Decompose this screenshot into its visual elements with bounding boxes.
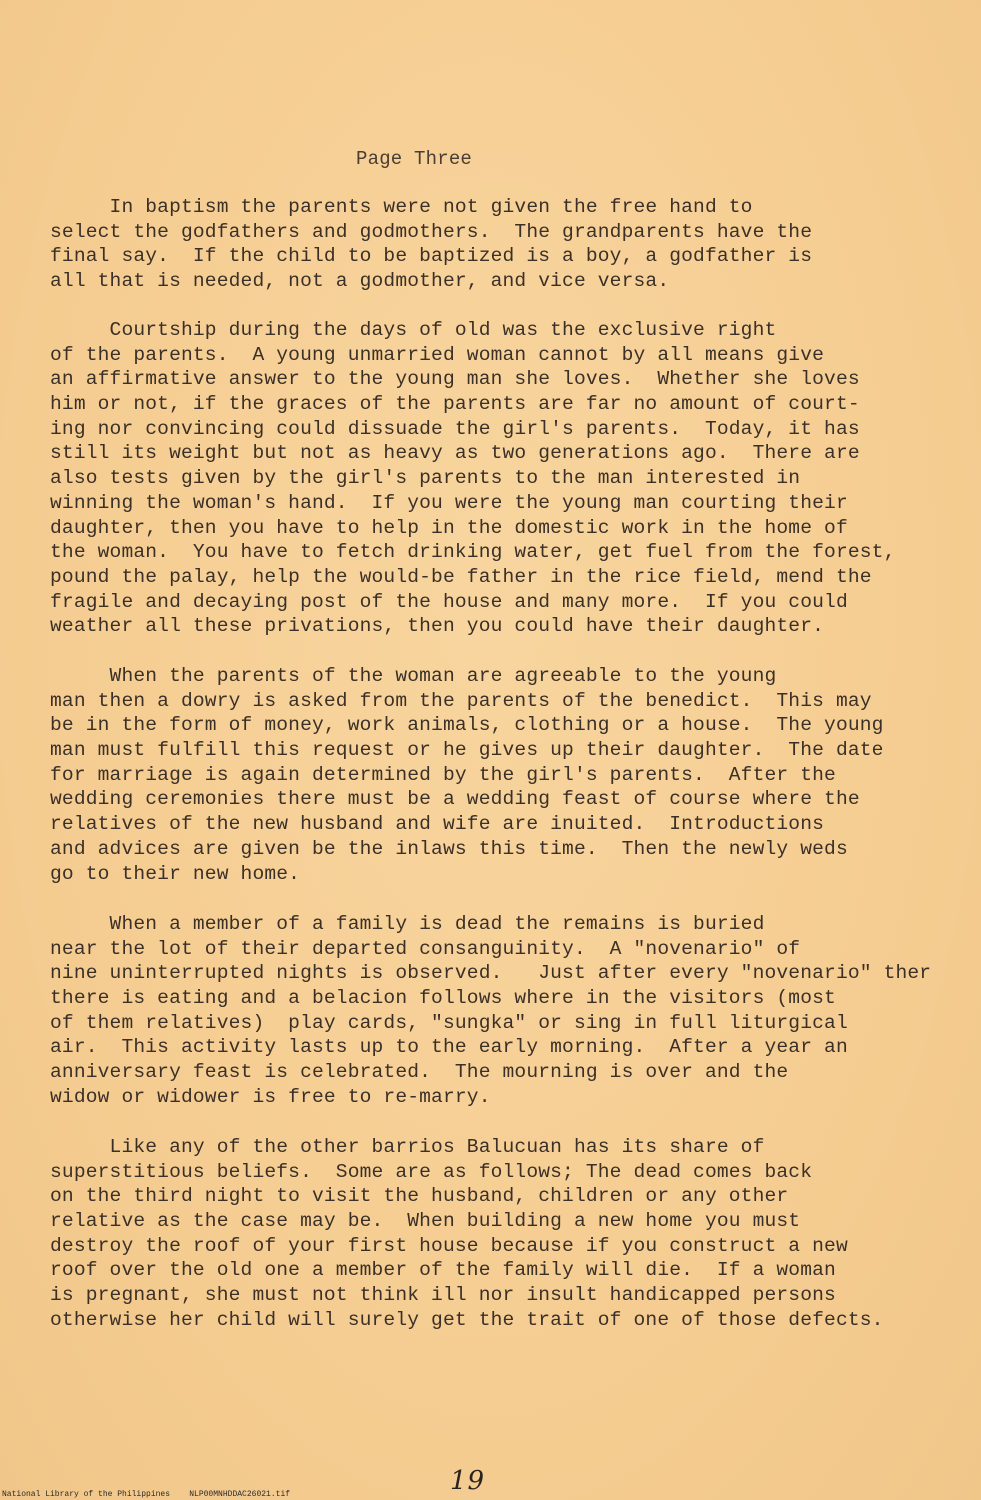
text-line: him or not, if the graces of the parents are far no amount of court- — [50, 393, 860, 416]
text-line: be in the form of money, work animals, clothing or a house. The young — [50, 714, 884, 737]
paragraph-courtship — [50, 318, 970, 639]
text-line: otherwise her child will surely get the trait of one of those defects. — [50, 1308, 884, 1331]
text-line: anniversary feast is celebrated. The mourning is over and the — [50, 1061, 789, 1084]
text-line: When the parents of the woman are agreeable to the young — [50, 665, 777, 687]
text-line: man must fulfill this request or he gives up their daughter. The date — [50, 739, 884, 762]
text-line: and advices are given be the inlaws this time. Then the newly weds — [50, 837, 848, 860]
text-line: air. This activity lasts up to the early morning. After a year an — [50, 1036, 848, 1059]
paragraph-baptism — [50, 195, 970, 294]
paragraph-dowry — [50, 664, 970, 886]
text-line: Like any of the other barrios Balucuan has its share of — [50, 1136, 765, 1158]
text-line: also tests given by the girl's parents to the man interested in — [50, 467, 801, 490]
text-line: on the third night to visit the husband, children or any other — [50, 1185, 789, 1208]
text-line: near the lot of their departed consanguinity. A "novenario" of — [50, 937, 801, 960]
text-line: for marriage is again determined by the girl's parents. After the — [50, 763, 836, 786]
page-number: 19 — [450, 1466, 486, 1496]
text-line: superstitious beliefs. Some are as follows; The dead comes back — [50, 1160, 813, 1183]
text-line: relative as the case may be. When building a new home you must — [50, 1210, 801, 1233]
text-line: When a member of a family is dead the remains is buried — [50, 913, 765, 935]
text-line: ing nor convincing could dissuade the girl's parents. Today, it has — [50, 417, 860, 440]
text-line: all that is needed, not a godmother, and vice versa. — [50, 270, 670, 293]
paragraph-superstitions — [50, 1135, 970, 1333]
text-line: there is eating and a belacion follows where in the visitors (most — [50, 987, 836, 1010]
text-line: of them relatives) play cards, "sungka" or sing in full liturgical — [50, 1011, 848, 1034]
text-line: daughter, then you have to help in the domestic work in the home of — [50, 516, 848, 539]
text-line: fragile and decaying post of the house and many more. If you could — [50, 590, 848, 613]
text-line: still its weight but not as heavy as two generations ago. There are — [50, 442, 860, 465]
text-line: winning the woman's hand. If you were the young man courting their — [50, 491, 848, 514]
text-line: select the godfathers and godmothers. The grandparents have the — [50, 220, 813, 243]
text-line: roof over the old one a member of the family will die. If a woman — [50, 1259, 836, 1282]
archive-footer: National Library of the Philippines NLP00MNHDDAC26021.tif — [2, 1490, 291, 1499]
text-line: destroy the roof of your first house because if you construct a new — [50, 1234, 848, 1257]
text-line: of the parents. A young unmarried woman cannot by all means give — [50, 343, 825, 366]
text-line: In baptism the parents were not given the free hand to — [50, 196, 753, 218]
text-line: is pregnant, she must not think ill nor insult handicapped persons — [50, 1284, 836, 1307]
text-line: relatives of the new husband and wife are inuited. Introductions — [50, 813, 825, 836]
paragraph-death-rites — [50, 912, 970, 1110]
text-line: the woman. You have to fetch drinking water, get fuel from the forest, — [50, 541, 896, 564]
text-line: final say. If the child to be baptized is a boy, a godfather is — [50, 245, 813, 268]
text-line: an affirmative answer to the young man she loves. Whether she loves — [50, 368, 860, 391]
text-line: nine uninterrupted nights is observed. Just after every "novenario" ther — [50, 962, 932, 985]
text-line: Courtship during the days of old was the exclusive right — [50, 319, 777, 341]
text-line: wedding ceremonies there must be a wedding feast of course where the — [50, 788, 860, 811]
text-line: widow or widower is free to re-marry. — [50, 1085, 491, 1108]
text-line: weather all these privations, then you could have their daughter. — [50, 615, 825, 638]
text-line: pound the palay, help the would-be father in the rice field, mend the — [50, 565, 872, 588]
text-line: go to their new home. — [50, 862, 301, 885]
text-line: man then a dowry is asked from the parents of the benedict. This may — [50, 689, 872, 712]
page-title: Page Three — [356, 148, 473, 170]
